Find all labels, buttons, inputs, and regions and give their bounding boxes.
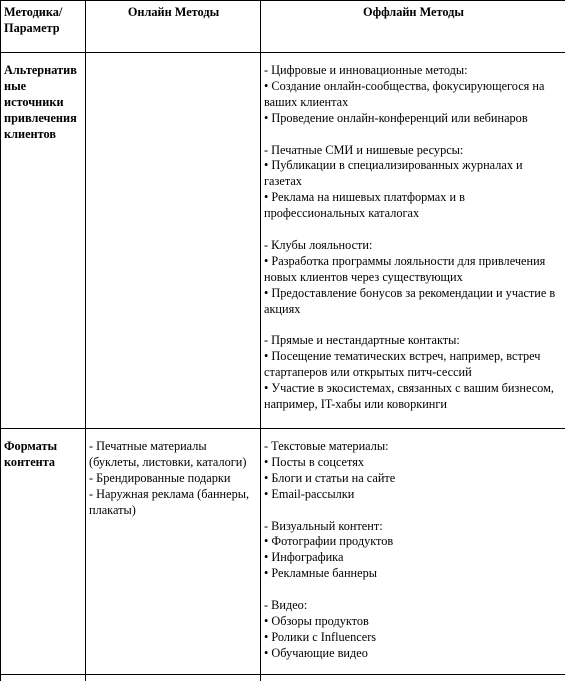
list-item: • Рекламные баннеры [264,566,563,582]
header-online-methods: Онлайн Методы [86,1,261,53]
list-item: • Публикации в специализированных журналах и газетах [264,158,563,190]
list-item: - Брендированные подарки [89,471,258,487]
list-item: • Инфографика [264,550,563,566]
list-item: - Визуальный контент: [264,519,563,535]
list-item: - Печатные СМИ и нишевые ресурсы: [264,143,563,159]
list-item: • Обзоры продуктов [264,614,563,630]
table-row [1,429,565,675]
list-item: - Клубы лояльности: [264,238,563,254]
list-item: • Фотографии продуктов [264,534,563,550]
list-item: - Видео: [264,598,563,614]
list-item: • Предоставление бонусов за рекомендации и участие в акциях [264,286,563,318]
list-item: • Блоги и статьи на сайте [264,471,563,487]
header-row [1,1,565,53]
list-item: • Обучающие видео [264,646,563,662]
list-item: • Посещение тематических встреч, например, встреч стартаперов или открытых питч-сессий [264,349,563,381]
row-label: Форматы контента [1,429,86,675]
list-item: • Создание онлайн-сообщества, фокусирующегося на ваших клиентах [264,79,563,111]
list-item: • Проведение онлайн-конференций или вебинаров [264,111,563,127]
list-item: • Участие в экосистемах, связанных с вашим бизнесом, например, IT-хабы или коворкинги [264,381,563,413]
online-cell [86,53,261,429]
table-row [1,53,565,429]
header-method-parameter: Методика/ Параметр [1,1,86,53]
list-item: - Текстовые материалы: [264,439,563,455]
list-item: • Ролики с Influencers [264,630,563,646]
offline-cell [261,53,565,429]
online-cell [86,429,261,675]
list-item: • Разработка программы лояльности для привлечения новых клиентов через существующих [264,254,563,286]
header-offline-methods: Оффлайн Методы [261,1,565,53]
list-item: • Email-рассылки [264,487,563,503]
list-item: - Печатные материалы (буклеты, листовки, каталоги) [89,439,258,471]
list-item: - Цифровые и инновационные методы: [264,63,563,79]
list-item: • Посты в соцсетях [264,455,563,471]
list-item: - Наружная реклама (баннеры, плакаты) [89,487,258,519]
row-label: Альтернатив ные источники привлечения клиентов [1,53,86,429]
list-item: • Реклама на нишевых платформах и в профессиональных каталогах [264,190,563,222]
list-item: - Прямые и нестандартные контакты: [264,333,563,349]
offline-cell [261,429,565,675]
